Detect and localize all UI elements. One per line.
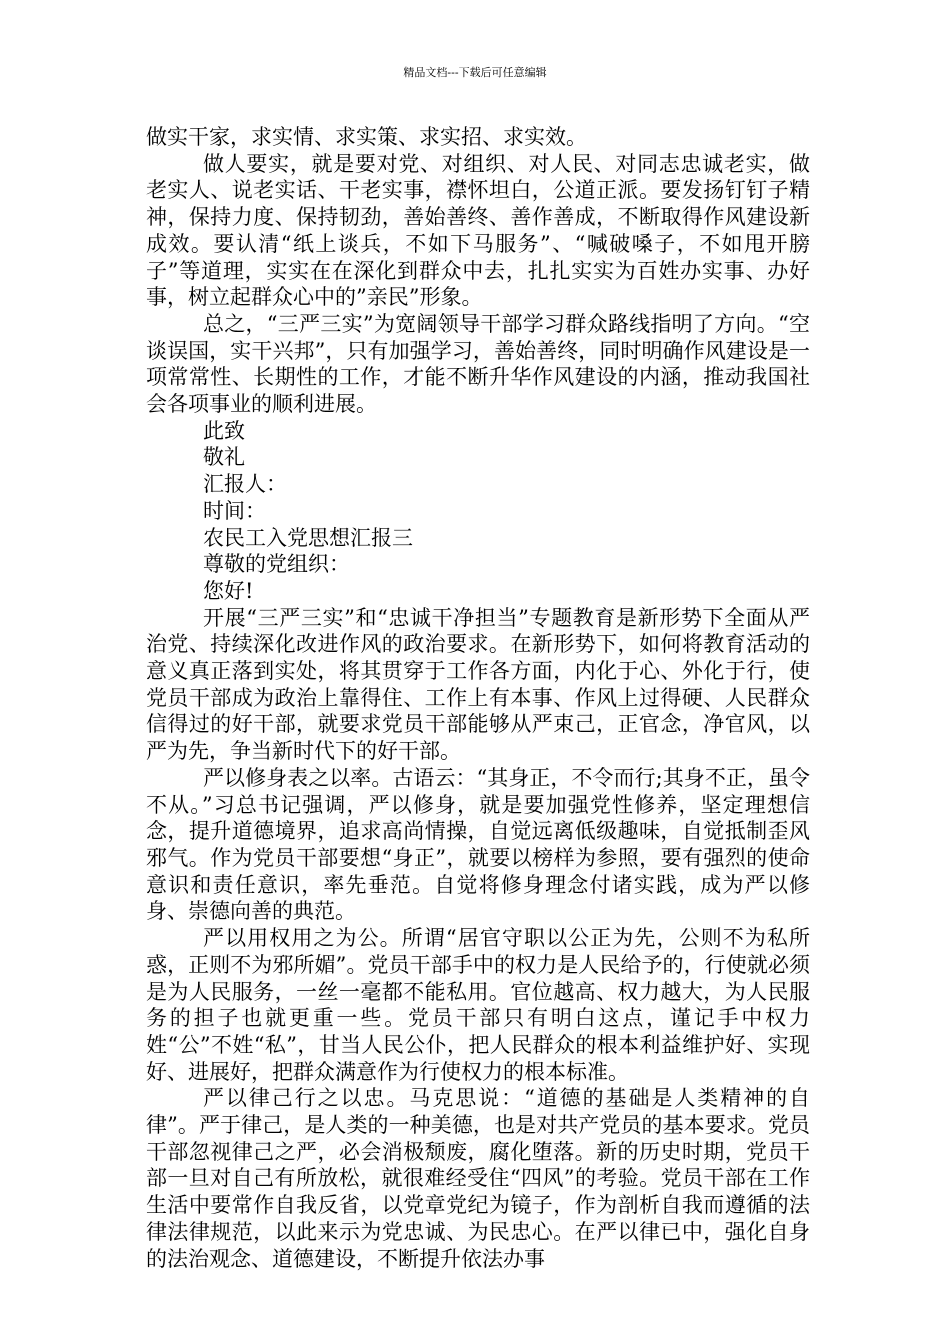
page-header: 精品文档---下载后可任意编辑 [403, 66, 547, 79]
greeting: 您好! [203, 578, 254, 603]
salutation: 尊敬的党组织： [203, 552, 350, 577]
paragraph: 严以修身表之以率。古语云：“其身正，不令而行;其身不正，虽令不从。”习总书记强调，严以修身，就是要加强党性修养，坚定理想信念，提升道德境界，追求高尚情操，自觉远离低级趣味，自觉抵制歪风邪气。作为党员干部要想“身正”，就要以榜样为参照，要有强烈的使命意识和责任意识，率先垂范。自觉将修身理念付诸实践，成为严以修身、崇德向善的典范。 [146, 765, 810, 924]
date-line: 时间： [203, 498, 266, 523]
reporter-line: 汇报人： [203, 472, 287, 497]
document-body [146, 124, 810, 1272]
paragraph: 做实干家，求实情、求实策、求实招、求实效。 [146, 125, 587, 149]
closing-line: 此致 [203, 418, 245, 443]
paragraph: 总之，“三严三实”为宽阔领导干部学习群众路线指明了方向。“空谈误国，实干兴邦”，只有加强学习，善始善终，同时明确作风建设是一项常常性、长期性的工作，才能不断升华作风建设的内涵，推动我国社会各项事业的顺利进展。 [146, 311, 810, 417]
paragraph: 严以律己行之以忠。马克思说：“道德的基础是人类精神的自律”。严于律己，是人类的一种美德，也是对共产党员的基本要求。党员干部忽视律己之严，必会消极颓废，腐化堕落。新的历史时期，党员干部一旦对自己有所放松，就很难经受住“四风”的考验。党员干部在工作生活中要常作自我反省，以党章党纪为镜子，作为剖析自我而遵循的法律法律规范，以此来示为党忠诚、为民忠心。在严以律已中，强化自身的法治观念、道德建设，不断提升依法办事 [146, 1086, 810, 1271]
section-title: 农民工入党思想汇报三 [203, 525, 413, 550]
paragraph: 开展“三严三实”和“忠诚干净担当”专题教育是新形势下全面从严治党、持续深化改进作风的政治要求。在新形势下，如何将教育活动的意义真正落到实处，将其贯穿于工作各方面，内化于心、外化于行，使党员干部成为政治上靠得住、工作上有本事、作风上过得硬、人民群众信得过的好干部，就要求党员干部能够从严束己，正官念，净官风，以严为先，争当新时代下的好干部。 [146, 605, 810, 764]
closing-line: 敬礼 [203, 445, 245, 470]
paragraph: 做人要实，就是要对党、对组织、对人民、对同志忠诚老实，做老实人、说老实话、干老实事，襟怀坦白，公道正派。要发扬钉钉子精神，保持力度、保持韧劲，善始善终、善作善成，不断取得作风建设新成效。要认清“纸上谈兵，不如下马服务”、“喊破嗓子，不如甩开膀子”等道理，实实在在深化到群众中去，扎扎实实为百姓办实事、办好事，树立起群众心中的”亲民”形象。 [146, 151, 810, 310]
paragraph: 严以用权用之为公。所谓“居官守职以公正为先，公则不为私所惑，正则不为邪所媚”。党员干部手中的权力是人民给予的，行使就必须是为人民服务，一丝一毫都不能私用。官位越高、权力越大，为人民服务的担子也就更重一些。党员干部只有明白这点，谨记手中权力姓“公”不姓“私”，甘当人民公仆，把人民群众的根本利益维护好、实现好、进展好，把群众满意作为行使权力的根本标准。 [146, 926, 810, 1084]
